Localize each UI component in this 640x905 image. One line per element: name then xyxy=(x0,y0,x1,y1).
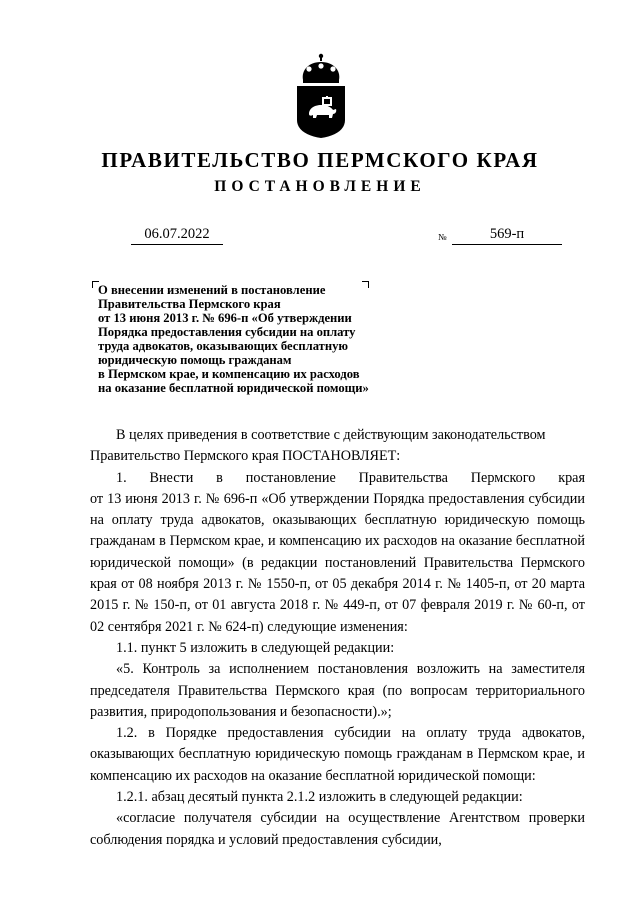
document-type: ПОСТАНОВЛЕНИЕ xyxy=(214,178,426,195)
document-number: 569-п xyxy=(452,226,562,245)
subject-line: труда адвокатов, оказывающих бесплатную xyxy=(98,339,349,353)
body-paragraph: В целях приведения в соответствие с действующим законодательством xyxy=(116,427,546,443)
body-paragraph: «5. Контроль за исполнением постановления возложить на заместителя председателя Правительства Пермского края (по вопросам территориального развития, природопользования и безопасности).»; xyxy=(90,661,585,720)
subject-line: Порядка предоставления субсидии на оплату xyxy=(98,325,356,339)
document-date: 06.07.2022 xyxy=(131,226,223,245)
body-paragraph: 1.2.1. абзац десятый пункта 2.1.2 изложить в следующей редакции: xyxy=(116,789,523,806)
body-paragraph: Правительство Пермского края ПОСТАНОВЛЯЕТ: xyxy=(90,448,401,465)
government-name: ПРАВИТЕЛЬСТВО ПЕРМСКОГО КРАЯ xyxy=(101,148,539,172)
perm-krai-coat-of-arms-icon xyxy=(295,52,347,138)
body-paragraph: от 13 июня 2013 г. № 696-п «Об утверждении Порядка предоставления субсидии на оплату труда адвокатов, оказывающих бесплатную юридическую помощь гражданам в Пермском крае, и компенсацию их расходов на оказание бесплатной юридической помощи» (в редакции постановлений Правительства Пермского края от 08 ноября 2013 г. № 1550-п, от 05 декабря 2014 г. № 1405-п, от 20 марта 2015 г. № 150-п, от 01 августа 2018 г. № 449-п, от 07 февраля 2019 г. № 60-п, от 02 сентября 2021 г. № 624-п) следующие изменения: xyxy=(90,490,585,635)
body-paragraph: «согласие получателя субсидии на осуществление Агентством проверки соблюдения порядка и условий предоставления субсидии, xyxy=(90,810,585,848)
subject-line: О внесении изменений в постановление xyxy=(98,283,326,297)
subject-heading xyxy=(98,283,448,395)
subject-line: юридическую помощь гражданам xyxy=(98,353,292,367)
body-paragraph: 1. Внести в постановление Правительства Пермского края xyxy=(116,469,585,486)
subject-line: от 13 июня 2013 г. № 696-п «Об утверждении xyxy=(98,311,352,325)
number-label: № xyxy=(438,232,447,242)
body-paragraph: 1.2. в Порядке предоставления субсидии на оплату труда адвокатов, оказывающих бесплатную юридическую помощь гражданам в Пермском крае, и компенсацию их расходов на оказание бесплатной юридической помощи: xyxy=(90,725,585,784)
subject-line: в Пермском крае, и компенсацию их расходов xyxy=(98,367,360,381)
document-body xyxy=(90,425,585,851)
subject-line: Правительства Пермского края xyxy=(98,297,281,311)
body-paragraph: 1.1. пункт 5 изложить в следующей редакции: xyxy=(116,639,395,656)
subject-line: на оказание бесплатной юридической помощи» xyxy=(98,381,369,395)
